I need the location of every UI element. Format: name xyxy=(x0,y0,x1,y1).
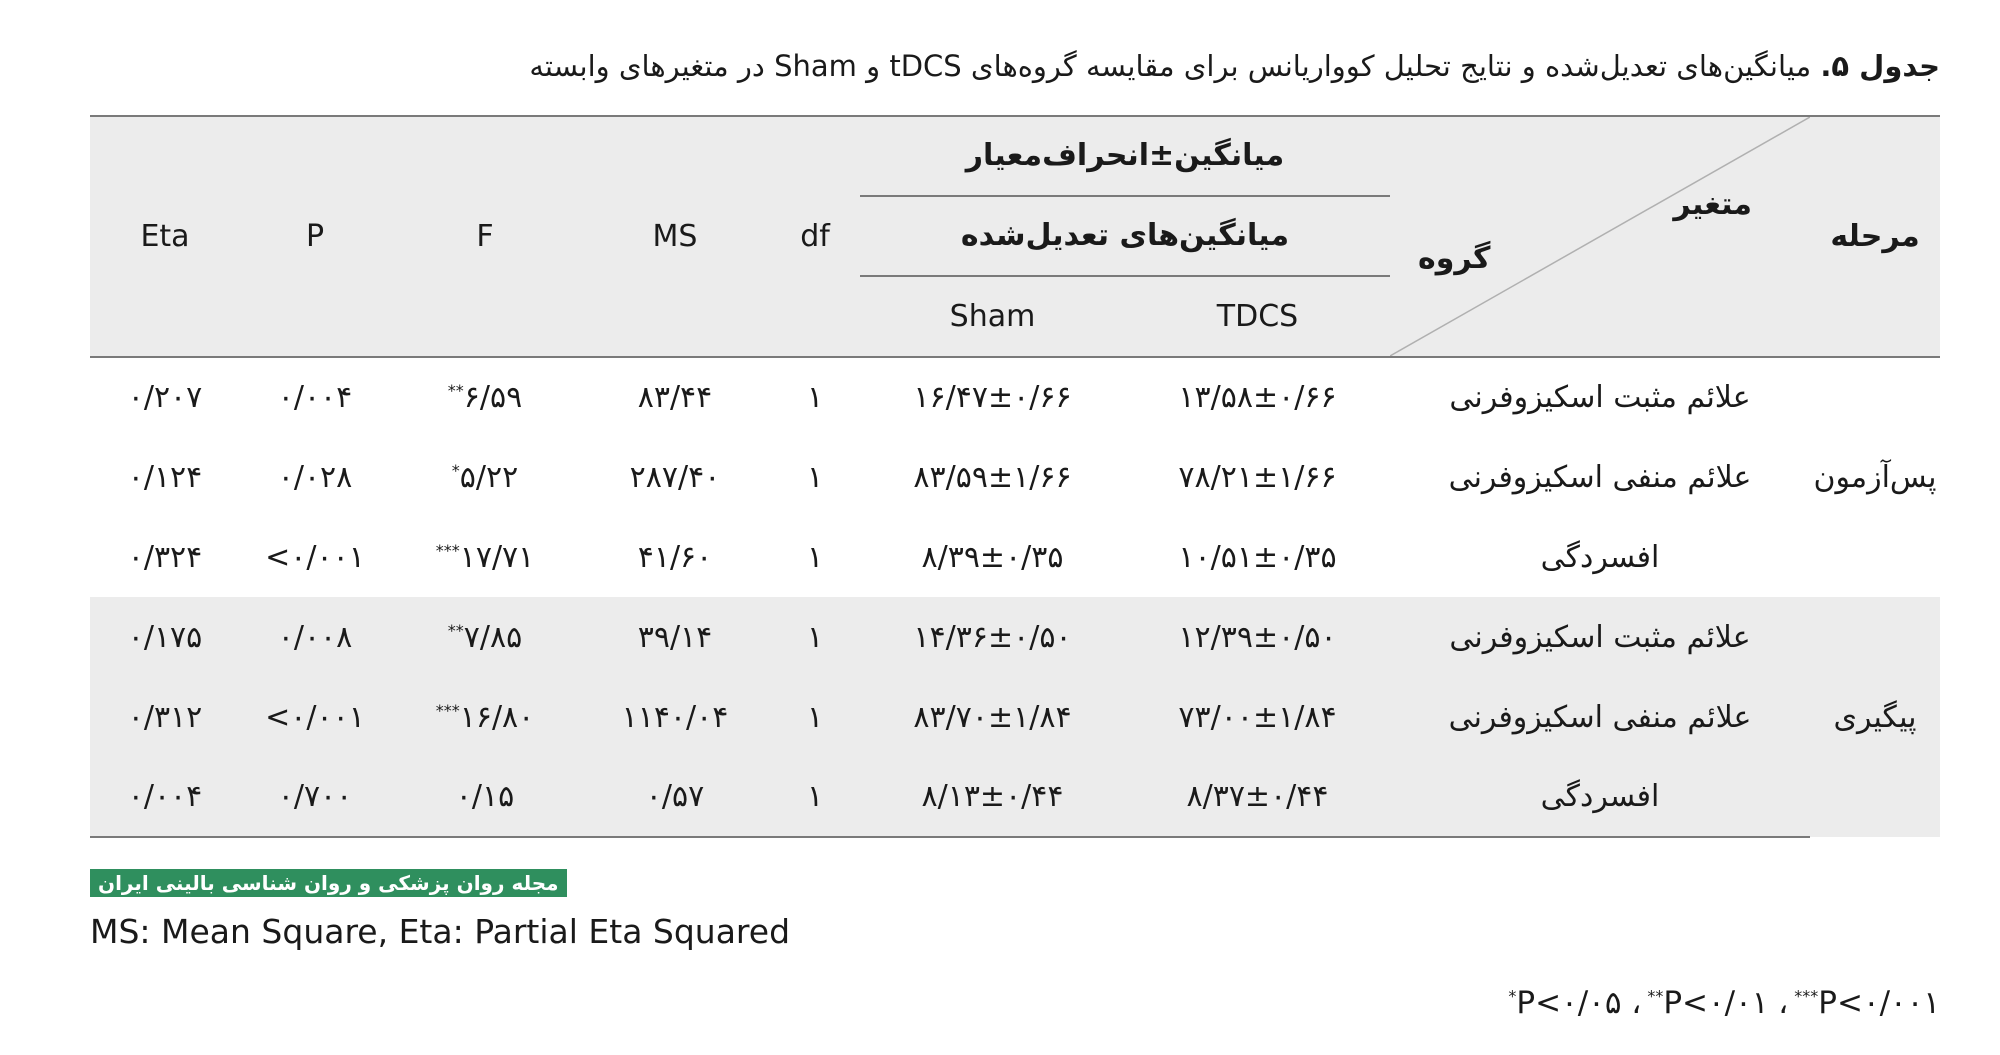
df-cell: ۱ xyxy=(806,459,824,495)
tdcs-cell: ۱۰/۵۱±۰/۳۵ xyxy=(1178,539,1337,575)
f-cell xyxy=(390,597,580,677)
p-cell xyxy=(240,517,390,597)
f-cell xyxy=(390,357,580,437)
p-cell xyxy=(240,437,390,517)
sig-stars: *** xyxy=(1794,986,1819,1006)
table-row xyxy=(90,677,1940,757)
sig-text: P<۰/۰۰۱ xyxy=(1818,985,1940,1021)
ms-cell: ۸۳/۴۴ xyxy=(637,380,713,415)
p-value: ۰/۷۰۰ xyxy=(277,779,353,814)
header-stage: مرحله xyxy=(1810,116,1940,357)
sig-text: P<۰/۰۵ xyxy=(1516,985,1622,1021)
df-cell: ۱ xyxy=(770,677,860,757)
table-row xyxy=(90,437,1940,517)
eta-cell: ۰/۳۱۲ xyxy=(90,677,240,757)
tdcs-cell: ۸/۳۷±۰/۴۴ xyxy=(1125,757,1390,837)
header-tdcs: TDCS xyxy=(1125,277,1390,357)
variable-cell: افسردگی xyxy=(1390,757,1810,837)
f-cell xyxy=(390,437,580,517)
header-ms: MS xyxy=(580,116,770,357)
journal-brand-logo: مجله روان پزشکی و روان شناسی بالینی ایران xyxy=(90,869,567,897)
df-cell: ۱ xyxy=(770,757,860,837)
sig-stars: ** xyxy=(1647,986,1664,1006)
f-value: ۱۶/۸۰ xyxy=(459,699,535,735)
stage-cell: پس‌آزمون xyxy=(1813,460,1937,495)
f-significance: *** xyxy=(435,700,460,720)
variable-cell: علائم منفی اسکیزوفرنی xyxy=(1448,459,1752,495)
header-adjusted-means-label: میانگین‌های تعدیل‌شده xyxy=(860,197,1390,277)
p-cell xyxy=(240,357,390,437)
eta-cell: ۰/۰۰۴ xyxy=(90,757,240,837)
sham-cell: ۱۴/۳۶±۰/۵۰ xyxy=(860,597,1125,677)
df-cell: ۱ xyxy=(806,539,824,575)
tdcs-cell: ۷۳/۰۰±۱/۸۴ xyxy=(1125,677,1390,757)
p-cell xyxy=(240,757,390,837)
p-cell xyxy=(240,677,390,757)
significance-footnote: P<۰/۰۰۱***، P<۰/۰۱**، P<۰/۰۵* xyxy=(1508,985,1940,1021)
ms-cell: ۲۸۷/۴۰ xyxy=(629,459,721,495)
diagonal-divider xyxy=(1390,117,1810,356)
eta-cell: ۰/۳۲۴ xyxy=(127,539,203,575)
f-significance: * xyxy=(451,460,460,480)
eta-cell: ۰/۱۷۵ xyxy=(90,597,240,677)
df-cell: ۱ xyxy=(770,597,860,677)
ms-cell: ۴۱/۶۰ xyxy=(637,539,713,575)
sig-item-05 xyxy=(1508,985,1621,1021)
header-group: گروه xyxy=(1418,241,1491,276)
ms-cell: ۳۹/۱۴ xyxy=(580,597,770,677)
p-cell xyxy=(240,597,390,677)
variable-cell: علائم منفی اسکیزوفرنی xyxy=(1390,677,1810,757)
header-eta: Eta xyxy=(90,116,240,357)
ms-cell: ۱۱۴۰/۰۴ xyxy=(580,677,770,757)
p-value: ۰/۰۰۸ xyxy=(277,619,353,655)
table-caption xyxy=(530,44,1940,88)
f-significance: *** xyxy=(435,540,460,560)
f-value: ۷/۸۵ xyxy=(463,619,523,655)
df-cell: ۱ xyxy=(806,380,824,415)
f-value: ۵/۲۲ xyxy=(459,459,519,495)
variable-cell: علائم مثبت اسکیزوفرنی xyxy=(1449,380,1751,415)
header-adjusted-means xyxy=(860,197,1390,277)
caption-label: جدول ۵. xyxy=(1820,49,1940,83)
variable-cell: علائم مثبت اسکیزوفرنی xyxy=(1390,597,1810,677)
f-significance: ** xyxy=(447,620,464,640)
f-significance: ** xyxy=(447,381,464,400)
header-mean-sd xyxy=(860,116,1390,197)
p-value: <۰/۰۰۱ xyxy=(265,699,365,735)
ms-cell: ۰/۵۷ xyxy=(580,757,770,837)
caption-text: میانگین‌های تعدیل‌شده و نتایج تحلیل کوواریانس برای مقایسه گروه‌های tDCS و Sham در متغیرهای وابسته xyxy=(529,49,1812,83)
p-value: <۰/۰۰۱ xyxy=(265,539,365,575)
sham-cell: ۸۳/۷۰±۱/۸۴ xyxy=(860,677,1125,757)
tdcs-cell: ۱۳/۵۸±۰/۶۶ xyxy=(1178,380,1337,415)
sham-cell: ۸/۱۳±۰/۴۴ xyxy=(860,757,1125,837)
header-mean-sd-label: میانگین±انحراف‌معیار xyxy=(860,117,1390,197)
table-row xyxy=(90,517,1940,597)
p-value: ۰/۰۲۸ xyxy=(277,459,353,495)
f-cell xyxy=(390,757,580,837)
header-f: F xyxy=(390,116,580,357)
header-p: P xyxy=(240,116,390,357)
header-variable-group xyxy=(1390,116,1810,357)
tdcs-cell: ۷۸/۲۱±۱/۶۶ xyxy=(1178,459,1337,495)
results-table xyxy=(90,115,1940,838)
table-row xyxy=(90,597,1940,677)
f-value: ۶/۵۹ xyxy=(463,380,523,415)
sig-item-01 xyxy=(1647,985,1768,1021)
stage-cell: پیگیری xyxy=(1810,597,1940,837)
sham-cell: ۸۳/۵۹±۱/۶۶ xyxy=(913,459,1072,495)
table-row xyxy=(90,357,1940,437)
sig-stars: * xyxy=(1508,986,1517,1006)
header-sham: Sham xyxy=(860,277,1125,357)
table-row xyxy=(90,757,1940,837)
sham-cell: ۱۶/۴۷±۰/۶۶ xyxy=(913,380,1072,415)
eta-cell: ۰/۱۲۴ xyxy=(127,459,203,495)
header-variable: متغیر xyxy=(1673,187,1752,222)
tdcs-cell: ۱۲/۳۹±۰/۵۰ xyxy=(1125,597,1390,677)
sig-item-001 xyxy=(1794,985,1940,1021)
f-cell xyxy=(390,677,580,757)
header-df: df xyxy=(770,116,860,357)
p-value: ۰/۰۰۴ xyxy=(277,380,353,415)
f-cell xyxy=(390,517,580,597)
sham-cell: ۸/۳۹±۰/۳۵ xyxy=(921,539,1064,575)
results-table-wrapper xyxy=(90,115,1940,838)
variable-cell: افسردگی xyxy=(1540,539,1660,575)
abbreviation-footnote: MS: Mean Square, Eta: Partial Eta Squared xyxy=(90,912,791,951)
sig-text: P<۰/۰۱ xyxy=(1663,985,1769,1021)
f-value: ۰/۱۵ xyxy=(455,779,515,814)
eta-cell: ۰/۲۰۷ xyxy=(127,380,203,415)
f-value: ۱۷/۷۱ xyxy=(459,539,535,575)
